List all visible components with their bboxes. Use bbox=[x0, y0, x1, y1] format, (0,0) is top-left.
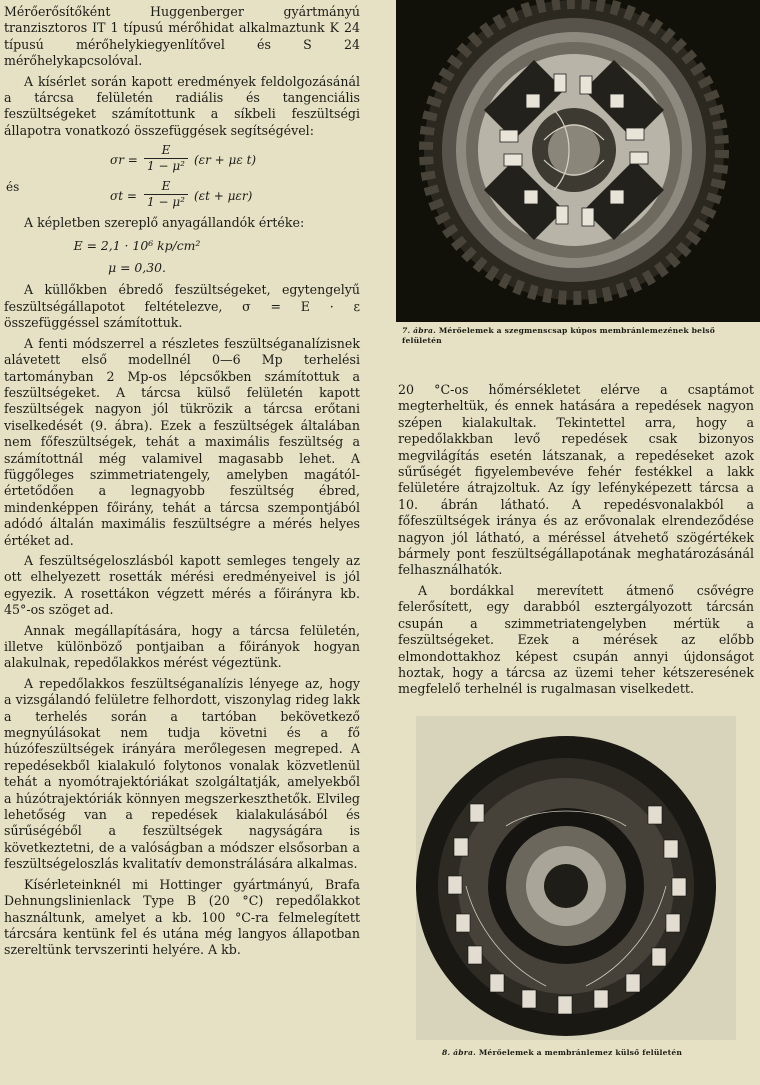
figure-caption-text: Mérőelemek a membránlemez külső felületén bbox=[478, 1048, 683, 1057]
figure-number: 7. ábra. bbox=[402, 326, 436, 335]
equation-radial-stress: σr = $\frac{E}{\text{1 − μ²}}$ (εr + με t) bbox=[110, 143, 257, 174]
paragraph: A feszültségeloszlásból kapott semleges tengely az ott elhelyezett rosetták mérési eredményeivel is jól egyezik. A rosettákon végzett mérés a főirányra kb. 45°-os szöget ad. bbox=[4, 552, 360, 618]
figure-caption-text: Mérőelemek a szegmenscsap kúpos membránlemezének belső felületén bbox=[402, 326, 716, 345]
constant-elastic-modulus: E = 2,1 · 10⁶ kp/cm² bbox=[73, 237, 201, 253]
left-text-column bbox=[4, 4, 360, 963]
right-text-column bbox=[398, 382, 754, 702]
figure-number: 8. ábra. bbox=[442, 1048, 476, 1057]
paragraph: A képletben szereplő anyagállandók értéke: bbox=[24, 215, 305, 231]
strain-gauge-disc-image bbox=[396, 0, 760, 322]
paragraph: Kísérleteinknél mi Hottinger gyártmányú, Brafa Dehnungslinienlack Type B (20 °C) repedőlakkot használtunk, amelyet a kb. 100 °C-ra felmelegített tárcsára kentünk fel és utána még langyos állapotban szereltünk tervszerinti helyére. A kb. bbox=[4, 876, 360, 958]
paragraph: A küllőkben ébredő feszültségeket, egytengelyű feszültségállapotot feltételezve, σ = E · ε összefüggéssel számítottuk. bbox=[4, 282, 360, 331]
equation-tangential-stress: és σt = $\frac{E}{\text{1 − μ²}}$ (εt + μεr) bbox=[6, 179, 253, 210]
figure-7-caption bbox=[402, 326, 754, 346]
paragraph: Annak megállapítására, hogy a tárcsa felületén, illetve különböző pontjaiban a főirányok hogyan alakulnak, repedőlakkos mérést végeztünk. bbox=[4, 622, 360, 671]
paragraph: A kísérlet során kapott eredmények feldolgozásánál a tárcsa felületén radiális és tangenciális feszültségeket számítottunk a síkbeli feszültségi állapotra vonatkozó összefüggések segítségével: bbox=[4, 73, 360, 138]
constant-poisson-ratio: μ = 0,30. bbox=[108, 260, 166, 276]
conjunction: és bbox=[6, 180, 20, 195]
paragraph: A bordákkal merevített átmenő csővégre felerősített, egy darabból esztergályozott tárcsán csupán a szimmetriatengelyben mértük a feszültségeket. Ezek a mérések az előbb elmondottakhoz képest csupán annyi újdonságot hoztak, hogy a tárcsa az üzemi teher kétszeresének megfelelő terhelnél is rugalmasan viselkedett. bbox=[398, 582, 754, 697]
paragraph: A repedőlakkos feszültséganalízis lényege az, hogy a vizsgálandó felületre felhordott, viszonylag rideg lakk a terhelés során a tartóban bekövetkező megnyúlásokat nem tudja követni és a fő húzófeszültségek irányára merőlegesen megreped. A repedésekből kialakuló folytonos vonalak közvetlenül tehát a nyomótrajektóriákat szolgáltatják, amelyekből a húzótrajektóriák könnyen megszerkeszthetők. Elvileg lehetőség van a repedések kialakulásából és sűrűségéből a feszültségek nagyságára is következtetni, de a valóságban a módszer elsősorban a feszültségeloszlás kvalitatív demonstrálására alkalmas. bbox=[4, 675, 360, 872]
paragraph: 20 °C-os hőmérsékletet elérve a csaptámot megterheltük, és ennek hatására a repedések nagyon szépen kialakultak. Tekintettel arra, hogy a repedőlakkban levő repedések csak bizonyos megvilágítás esetén látszanak, a repedéseket azok sűrűségét figyelembevéve fehér festékkel a lakk felületére átrajzoltuk. Az így lefényképezett tárcsa a 10. ábrán látható. A repedésvonalakból a főfeszültségek iránya és az erővonalak elrendeződése nagyon jól látható, a méréssel átvehető szögértékek bármely pont feszültségállapotának meghatározásánál felhasználhatók. bbox=[398, 382, 754, 578]
figure-8-photo bbox=[416, 716, 736, 1040]
figure-8-caption bbox=[442, 1048, 742, 1058]
figure-7-photo bbox=[396, 0, 760, 322]
paragraph: Mérőerősítőként Huggenberger gyártmányú tranzisztoros IT 1 típusú mérőhidat alkalmaztunk K 24 típusú mérőhelykiegyenlítővel és S 24 mérőhelykapcsolóval. bbox=[4, 4, 360, 69]
membrane-disc-image bbox=[416, 716, 736, 1040]
paragraph: A fenti módszerrel a részletes feszültséganalízisnek alávetett első modellnél 0—6 Mp terhelési tartományban 2 Mp-os lépcsőkben számítottuk a feszültségeket. A tárcsa külső felületén kapott feszültségek nagyon jól tükrözik a tárcsa erőtani viselkedését (9. ábra). Ezek a feszültségek általában nem főfeszültségek, tehát a maximális feszültség a számítottnál még valamivel magasabb lehet. A függőleges szimmetriatengely, amelyben magától-értetődően a legnagyobb feszültség ébred, mindenképpen főirány, tehát a tárcsa szempontjából adódó általán maximális feszültségre a mérés helyes értéket ad. bbox=[4, 335, 360, 548]
